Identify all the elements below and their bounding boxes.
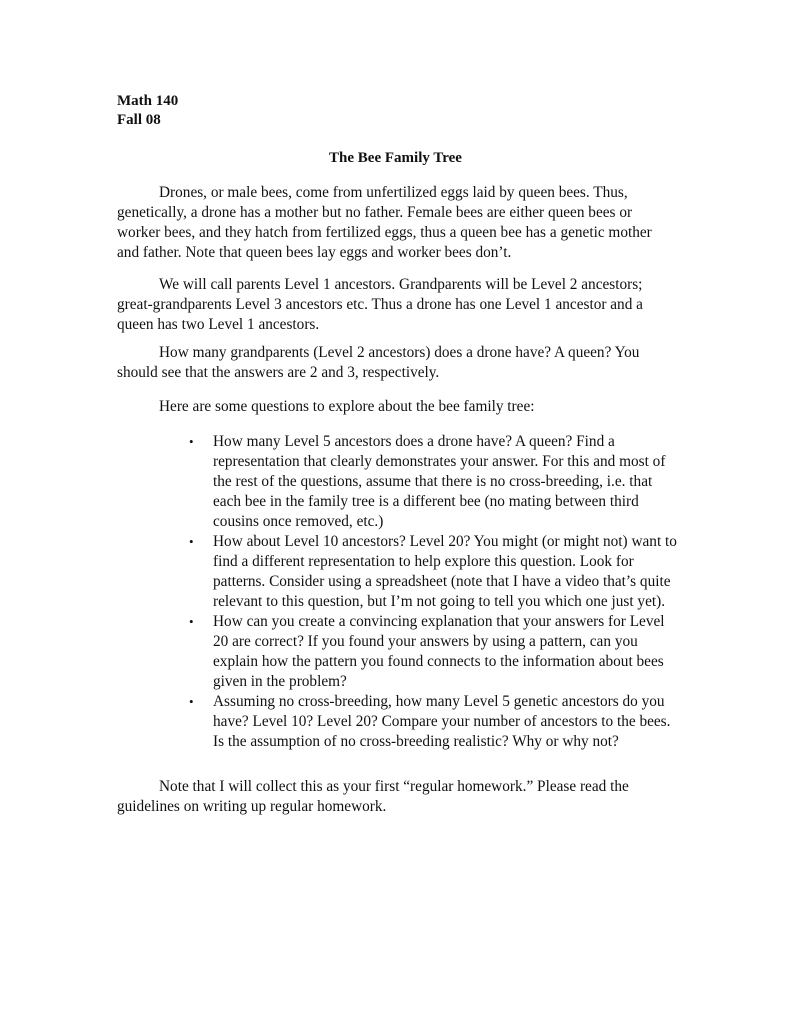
list-item: [189, 612, 679, 692]
question-text: How about Level 10 ancestors? Level 20? You might (or might not) want to find a different representation to help explore this question. Look for patterns. Consider using a spreadsheet (note that I have a video that’s quite relevant to this question, but I’m not going to tell you which one just yet).: [213, 533, 677, 610]
term: Fall 08: [117, 112, 161, 128]
bullet-icon: •: [189, 534, 194, 549]
question-text: How can you create a convincing explanation that your answers for Level 20 are correct? If you found your answers by using a pattern, can you explain how the pattern you found connects to the information about bees given in the problem?: [213, 613, 665, 690]
document-header: [117, 92, 178, 130]
closing-paragraph: Note that I will collect this as your first “regular homework.” Please read the guidelines on writing up regular homework.: [117, 778, 629, 815]
course-name: Math 140: [117, 93, 179, 109]
list-item: [189, 432, 679, 532]
questions-lead-in: Here are some questions to explore about the bee family tree:: [159, 398, 535, 415]
question-text: How many Level 5 ancestors does a drone have? A queen? Find a representation that clearly demonstrates your answer. For this and most of the rest of the questions, assume that there is no cross-breeding, i.e. that each bee in the family tree is a different bee (no mating between third cousins once removed, etc.): [213, 433, 666, 530]
bullet-icon: •: [189, 614, 194, 629]
grandparents-paragraph: How many grandparents (Level 2 ancestors) does a drone have? A queen? You should see that the answers are 2 and 3, respectively.: [117, 344, 640, 381]
document-title: The Bee Family Tree: [329, 150, 462, 166]
levels-paragraph: We will call parents Level 1 ancestors. Grandparents will be Level 2 ancestors; great-grandparents Level 3 ancestors etc. Thus a drone has one Level 1 ancestor and a queen has two Level 1 ancestors.: [117, 276, 643, 333]
bullet-icon: •: [189, 434, 194, 449]
bullet-icon: •: [189, 694, 194, 709]
list-item: [189, 692, 679, 752]
question-text: Assuming no cross-breeding, how many Level 5 genetic ancestors do you have? Level 10? Level 20? Compare your number of ancestors to the bees. Is the assumption of no cross-breeding realistic? Why or why not?: [213, 693, 671, 750]
question-list: [189, 432, 679, 752]
intro-paragraph: Drones, or male bees, come from unfertilized eggs laid by queen bees. Thus, genetically, a drone has a mother but no father. Female bees are either queen bees or worker bees, and they hatch from fertilized eggs, thus a queen bee has a genetic mother and father. Note that queen bees lay eggs and worker bees don’t.: [117, 184, 652, 261]
list-item: [189, 532, 679, 612]
